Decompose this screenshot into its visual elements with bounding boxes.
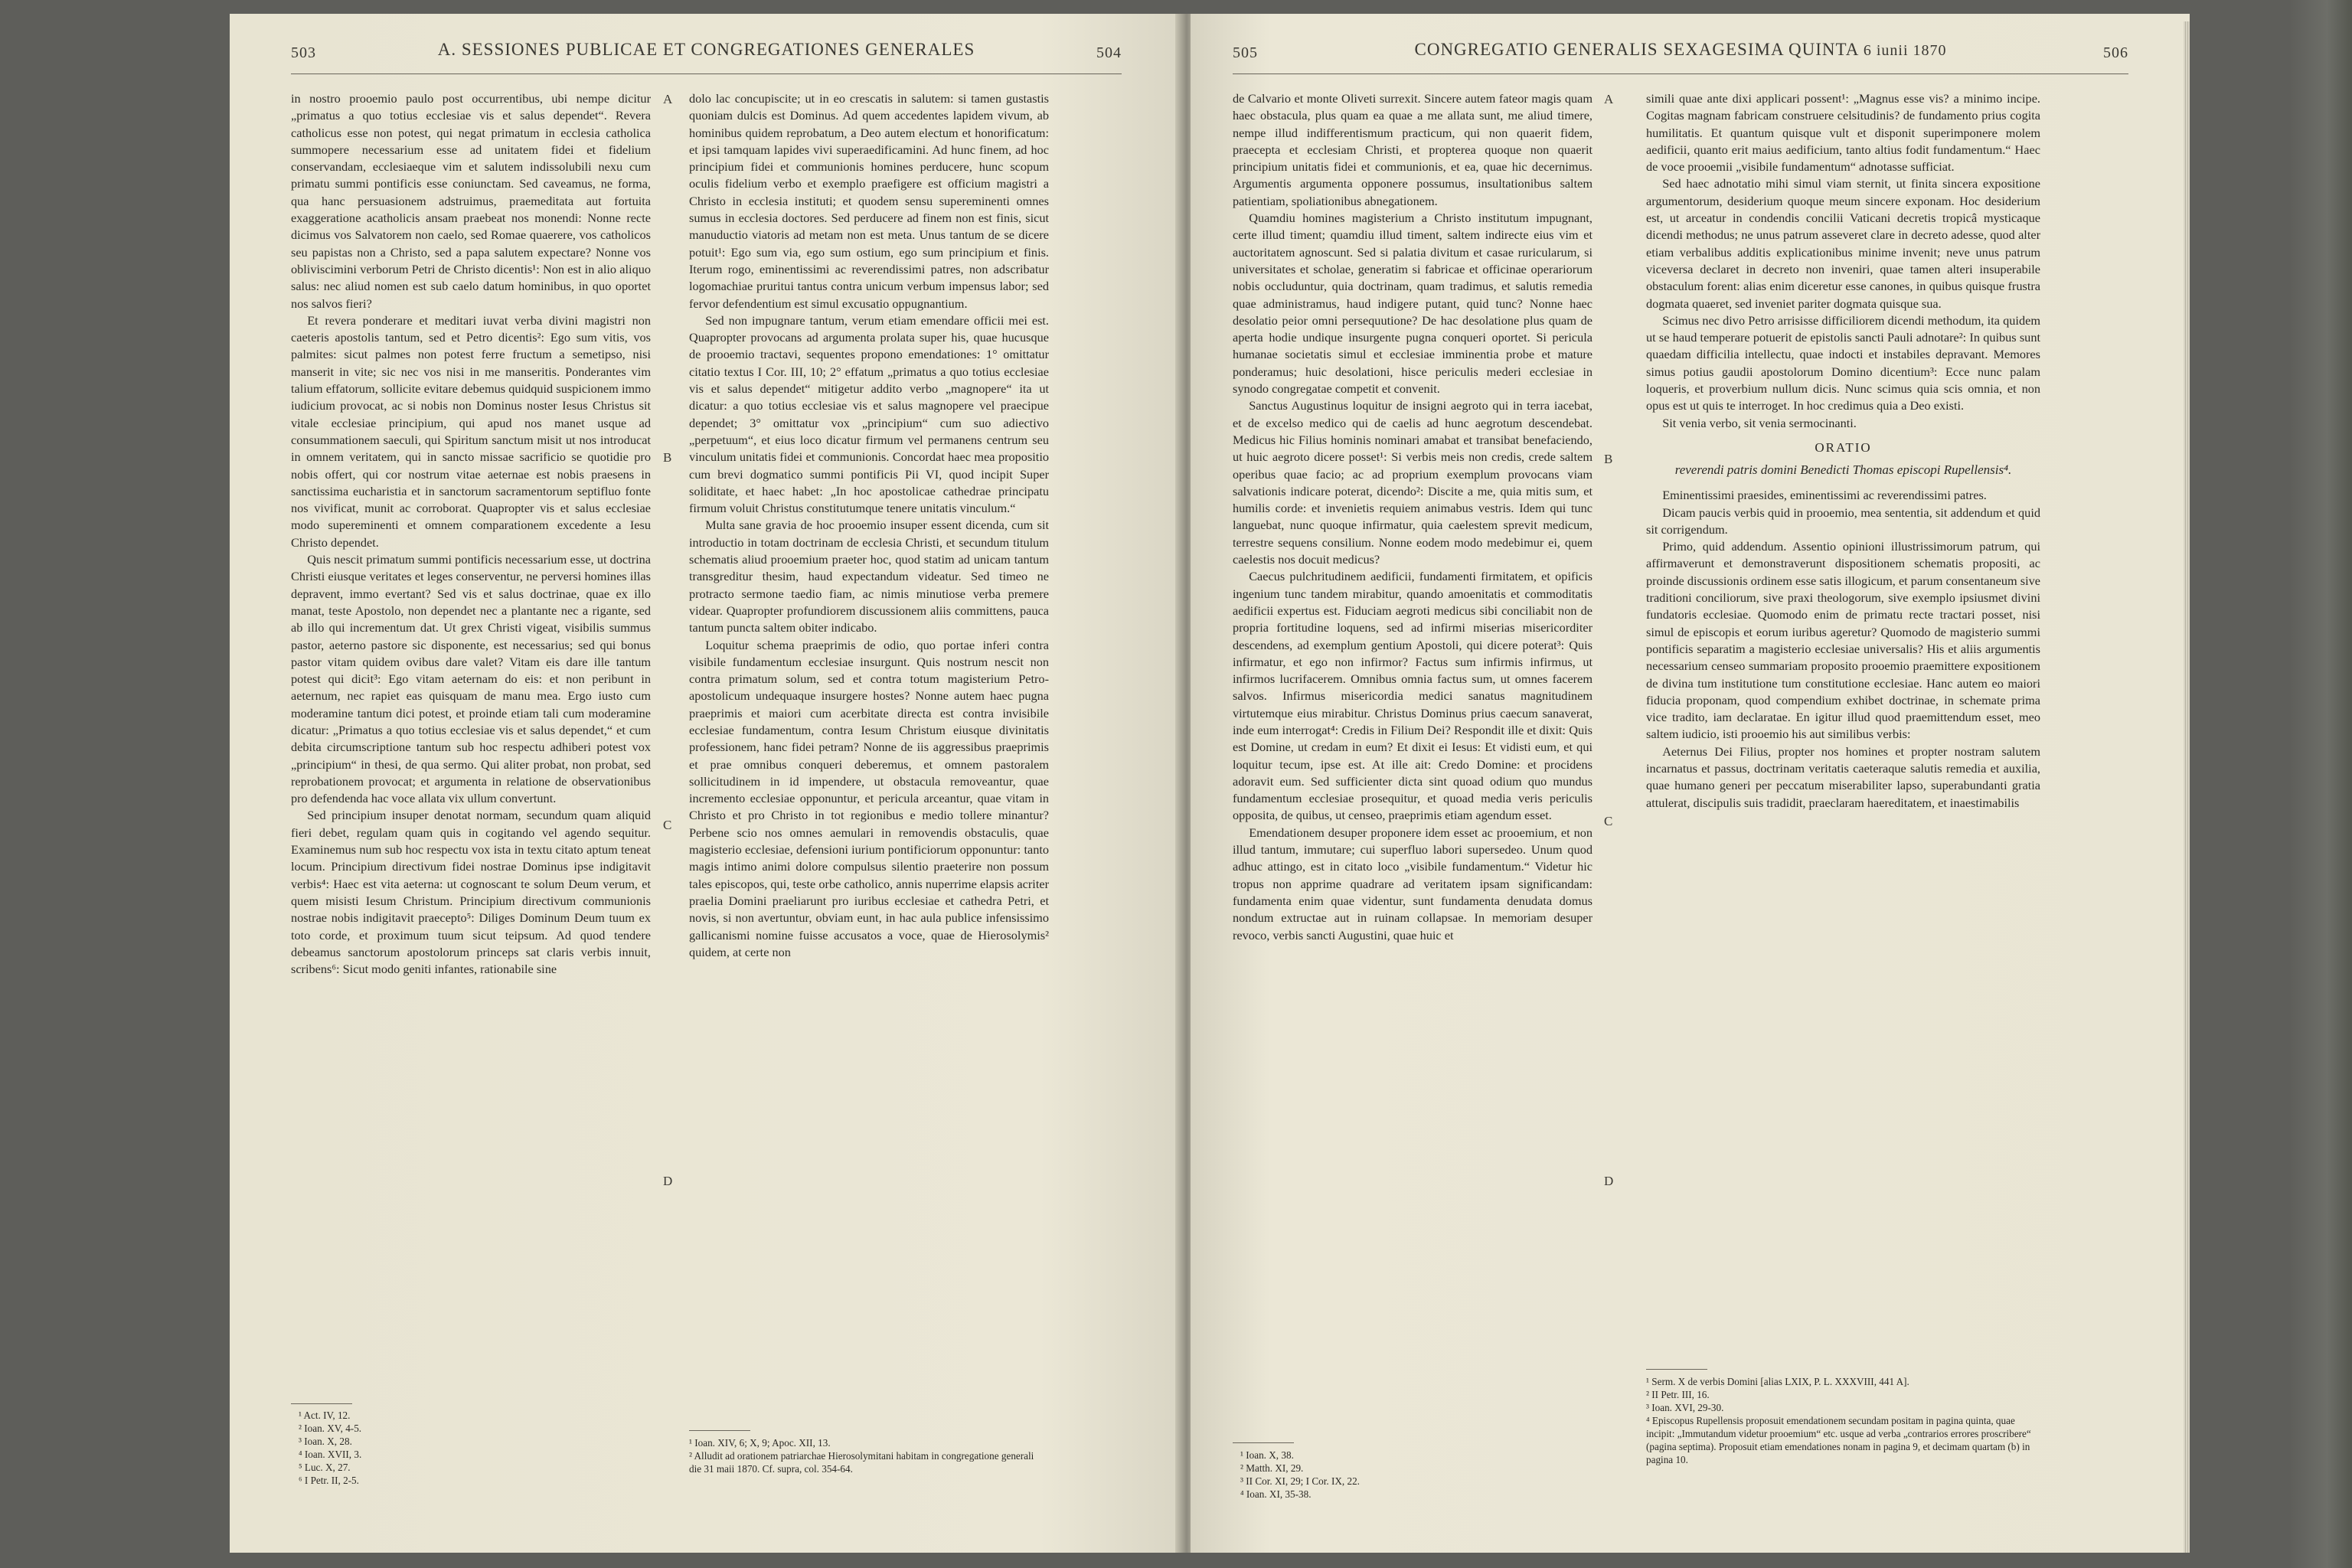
footnotes-504 bbox=[689, 1436, 1041, 1475]
footnote: ² Alludit ad orationem patriarchae Hierosolymitani habitam in congregatione generali die 31 maii 1870. Cf. supra, col. 354-64. bbox=[689, 1450, 1034, 1475]
paragraph: Quamdiu homines magisterium a Christo institutum impugnant, certe illud timent; quamdiu illud timent, saltem indirecte eius vim et auctoritatem agnoscunt. Sed si palatia divitum et casae ruricularum, si universitates et scholae, generatim si fabricae et officinae operariorum nobis occluduntur, quia doctrinam, quam tradimus, et salutis remedia quae administramus, haud indigere putant, quid tunc? Nonne haec desolatio peior omni persequutione? De hac desolatione plus quam de aperta hodie undique insurgente pugna conqueri oportet. Si pericula humanae societatis simul et ecclesiae imminentia probe et mature ponderamus; huic desolationi, hisce periculis mederi ecclesiae in synodo congregatae competit et convenit. bbox=[1233, 211, 1592, 397]
paragraph: dolo lac concupiscite; ut in eo crescatis in salutem: si tamen gustastis quoniam dulcis est Dominus. Ad quem accedentes lapidem vivum, ab hominibus quidem reprobatum, a Deo autem electum et honorificatum: et ipsi tamquam lapides vivi superaedificamini. Ad hunc finem, ad hoc principium fidei et communionis homines perducere, hunc scopum oculis fidelium verbo et exemplo praefigere est officium magistri a Christo in ecclesia instituti; et quodem sensu supereminenti omnes sumus in ecclesia doctores. Sed perducere ad finem non est finis, sicut manuductio viatoris ad metam non est meta. Unus tantum de se dicere potuit¹: Ego sum via, ego sum ostium, ego sum principium et finis. Iterum rogo, eminentissimi ac reverendissimi patres, non adscribatur logomachiae pruritui tantus contra unicum verbum impensus labor; sed fervor defendentium est simul excusatio oppugnantium. bbox=[689, 91, 1049, 311]
footnote: ¹ Serm. X de verbis Domini [alias LXIX, P. L. XXXVIII, 441 A]. bbox=[1646, 1376, 1909, 1387]
page-number-504: 504 bbox=[1096, 44, 1122, 61]
title-text: CONGREGATIO GENERALIS SEXAGESIMA QUINTA bbox=[1414, 40, 1859, 59]
left-page-header bbox=[291, 40, 1122, 70]
margin-marker-b: B bbox=[1604, 452, 1613, 466]
footnote: ³ Ioan. XVI, 29-30. bbox=[1646, 1402, 1724, 1413]
paragraph: Scimus nec divo Petro arrisisse difficiliorem dicendi methodum, ita quidem ut se haud temperare potuerit de epistolis sancti Pauli adnotare²: In quibus sunt quaedam difficilia intellectu, quae indocti et instabiles depravant. Memores simus potius gaudii apostolorum Domino dicentium³: Ecce nunc palam loqueris, et proverbium nullum dicis. Nunc scimus quia scis omnia, et non opus est ut quis te interroget. In hoc credimus quia a Deo existi. bbox=[1646, 312, 2040, 413]
footnote-rule bbox=[1233, 1442, 1294, 1443]
left-column-505 bbox=[1233, 90, 1592, 944]
footnote: ⁴ Ioan. XVII, 3. bbox=[299, 1449, 362, 1460]
right-page-header bbox=[1233, 40, 2128, 70]
footnotes-503 bbox=[299, 1409, 651, 1487]
left-page-title: A. SESSIONES PUBLICAE ET CONGREGATIONES GENERALES bbox=[437, 40, 975, 59]
footnote: ³ II Cor. XI, 29; I Cor. IX, 22. bbox=[1240, 1475, 1360, 1487]
paragraph: Primo, quid addendum. Assentio opinioni illustrissimorum patrum, qui affirmaverunt et demonstraverunt dispositionem schematis propositi, ac proinde discussionis ordinem esse satis illogicum, et parum consentaneum sive traditioni conciliorum, sive praxi theologorum, sive exemplo ipsiusmet divini fundatoris ecclesiae. Quomodo enim de primatu recte tractari posset, nisi simul de episcopis et eorum iuribus ageretur? Quomodo de magisterio summi pontificis separatim a magisterio ecclesiae universalis? His et aliis argumentis necessarium censeo summariam proposito prooemio praemittere expositionem de divina tum institutione tum constitutione ecclesiae. Hanc autem eo maiori fiducia proponam, quod compendium exhibet doctrinae, in schemate prima vice tradito, iam declaratae. En igitur illud quod praemittendum esset, meo saltem iudicio, isti prooemio his aut similibus verbis: bbox=[1646, 539, 2040, 742]
footnote: ⁵ Luc. X, 27. bbox=[299, 1462, 351, 1473]
margin-marker-b: B bbox=[663, 450, 672, 465]
footnote: ¹ Ioan. XIV, 6; X, 9; Apoc. XII, 13. bbox=[689, 1437, 831, 1449]
footnote: ¹ Ioan. X, 38. bbox=[1240, 1449, 1294, 1461]
paragraph: Caecus pulchritudinem aedificii, fundamenti firmitatem, et opificis ingenium tunc tandem mirabitur, quando amoenitatis et commoditatis aedificii expertus est. Fiduciam aegroti medicus sibi conciliabit non de propria fortitudine loquens, sed ad infirmi miserias misericorditer descendens, ad exemplum gentium Apostoli, qui dicere poterat³: Quis infirmatur, et ego non infirmor? Factus sum infirmis infirmus, ut infirmos lucrifacerem. Omnibus omnia factus sum, ut omnes facerem salvos. Infirmus misericordia medici sanatus magnitudinem virtutemque eius mirabitur. Christus Dominus prius caecum sanaverat, inde eum interrogat⁴: Credis in Filium Dei? Respondit ille et dixit: Quis est Domine, ut credam in eum? Et dixit ei Iesus: Et vidisti eum, et qui loquitur tecum, ipse est. At ille ait: Credo Domine: et procidens adoravit eum. Sed sufficienter dicta sint quoad odium quo mundus fundamentum ecclesiae prosequitur, et quoad media veris periculis opposita, de quibus, ut censeo, praeprimis etiam agendum esset. bbox=[1233, 569, 1592, 823]
paragraph: Et revera ponderare et meditari iuvat verba divini magistri non caeteris apostolis tantum, sed et Petro dicentis²: Ego sum vitis, vos palmites: sicut palmes non potest ferre fructum a semetipso, nisi manserit in vite; sic nec vos nisi in me manseritis. Ponderantes vim talium effatorum, sollicite evitare debemus quidquid suspicionem immo iudicium provocat, ac si nobis non Dominus noster Iesus Christus sit vitale ecclesiae principium, qui apud nos manet usque ad consummationem saeculi, qui Spiritum sanctum misit ut nos introducat in omnem veritatem, qui in sancto missae sacrificio se quotidie pro nobis offert, qui cor nostrum vitae aeternae est nobis praesens in sanctissima eucharistia et in sanctorum sacramentorum septifluo fonte nos vivificat, munit ac corroborat. Quapropter vis et salus ecclesiae modo supereminenti et omnem comparationem excedente a Iesu Christo dependet. bbox=[291, 312, 651, 550]
paragraph: Aeternus Dei Filius, propter nos homines et propter nostram salutem incarnatus et passus, doctrinam veritatis caeteraque salutis remedia et auxilia, quae humano generi per peccatum miserabiliter lapso, superabundanti gratia attulerat, discipulis suis tradidit, praeclaram haereditatem, et inaestimabilis bbox=[1646, 743, 2040, 810]
margin-marker-c: C bbox=[1604, 814, 1613, 828]
paragraph: Sanctus Augustinus loquitur de insigni aegroto qui in terra iacebat, et de excelso medico qui de caelis ad hunc aegrotum descendebat. Medicus hic Filius hominis nominari amabat et transibat benefaciendo, ut huic aegroto dicere posset¹: Si verbis meis non credis, crede saltem operibus quae facio; ac ad proprium exemplum provocans viam salvationis indicare poterat, dicendo²: Discite a me, quia mitis sum, et humilis corde: et invenietis requiem animabus vestris. Idem qui tunc languebat, nunc quoque infirmatur, quia caelestem sprevit medicum, terrestre sequens consilium. Nonne eodem modo medebimur ei, quem caelestis nos docuit medicus? bbox=[1233, 398, 1592, 567]
paragraph: Sed haec adnotatio mihi simul viam sternit, ut finita sincera expositione argumentorum, desiderium quoque meum sincere exponam. Hoc desiderium est, ut arceatur in condendis concilii Vaticani decretis tropicâ mysticaque dicendi methodus; ne unus patrum asseveret clare in decreto adesse, quod alter etiam verbalibus additis explicationibus minime invenit; neve unus patrum viceversa declaret in decreto non inveniri, quae tamen alteri insuperabile obstaculum forent: alias enim diceretur esse canones, in quibus quisque frustra dogmata quaeret, sed inveniet pariter dogmata quisque sua. bbox=[1646, 176, 2040, 311]
page-number-505: 505 bbox=[1233, 44, 1258, 61]
margin-marker-c: C bbox=[663, 818, 672, 832]
paragraph: Sit venia verbo, sit venia sermocinanti. bbox=[1662, 415, 1857, 430]
right-column-504 bbox=[689, 90, 1049, 961]
page-number-503: 503 bbox=[291, 44, 316, 61]
paragraph: Dicam paucis verbis quid in prooemio, mea sententia, sit addendum et quid sit corrigendum. bbox=[1646, 505, 2040, 537]
title-date: 6 iunii 1870 bbox=[1863, 42, 1947, 59]
footnote: ¹ Act. IV, 12. bbox=[299, 1410, 351, 1421]
footnote: ⁶ I Petr. II, 2-5. bbox=[299, 1475, 359, 1486]
right-page-title bbox=[1233, 40, 2128, 60]
footnote: ² Matth. XI, 29. bbox=[1240, 1462, 1304, 1474]
paragraph: Sed non impugnare tantum, verum etiam emendare officii mei est. Quapropter provocans ad argumenta prolata super his, quae hucusque de prooemio tractavi, sequentes propono emendationes: 1° omittatur citatio textus I Cor. III, 10; 2° effatum „primatus a quo totius ecclesiae vis et salus dependet“ mitigetur addito verbo „magnopere“ ita ut dicatur: a quo totius ecclesiae vis et salus magnopere vel praecipue dependet; 3° omittatur vox „principium“ cum suo adiectivo „perpetuum“, et eius loco dicatur firmum vel permanens centrum seu vinculum unitatis fidei et communionis. Concordat haec mea propositio cum brevi dogmatico summi pontificis Pii VI, quod incipit Super soliditate, et haec habet: „In hoc apostolicae cathedrae principatu firmum voluit Christus constitutumque tenere unitatis vinculum.“ bbox=[689, 312, 1049, 516]
margin-marker-a: A bbox=[1604, 92, 1614, 106]
bookmark-ribbon bbox=[2289, 0, 2352, 1568]
book-spread bbox=[230, 14, 2190, 1554]
oratio-subheading: reverendi patris domini Benedicti Thomas episcopi Rupellensis⁴. bbox=[1674, 462, 2012, 478]
footnote-rule bbox=[291, 1403, 352, 1404]
right-column-506 bbox=[1646, 90, 2040, 812]
paragraph: Emendationem desuper proponere idem esset ac prooemium, et non illud tantum, immutare; cui superfluo labori supersedeo. Unum quod adhuc attingo, est in citato loco „visibile fundamentum.“ Videtur hic tropus non apprime quadrare ad veritatem ipsam significandam: fundamenta enim quae videntur, sunt fundamenta denudata domus nondum extructae aut in ruinam collapsae. In memoriam desuper revoco, verbis sancti Augustini, quae huic et bbox=[1233, 825, 1592, 942]
footnotes-505 bbox=[1240, 1449, 1592, 1501]
footnote: ² II Petr. III, 16. bbox=[1646, 1389, 1710, 1400]
footnote: ⁴ Episcopus Rupellensis proposuit emendationem secundam positam in pagina quinta, quae incipit: „Immutandum videtur prooemium“ etc. usque ad verba „contrarios errores proscribere“ (pagina septima). Proposuit etiam emendationes nonam in pagina 9, et decimam quartam (b) in pagina 10. bbox=[1646, 1415, 2031, 1465]
footnote: ⁴ Ioan. XI, 35-38. bbox=[1240, 1488, 1312, 1500]
paragraph: Eminentissimi praesides, eminentissimi ac reverendissimi patres. bbox=[1662, 488, 1987, 503]
margin-marker-d: D bbox=[663, 1174, 673, 1188]
page-edge bbox=[2184, 21, 2190, 1553]
footnote: ² Ioan. XV, 4-5. bbox=[299, 1423, 362, 1434]
paragraph: Loquitur schema praeprimis de odio, quo portae inferi contra visibile fundamentum ecclesiae insurgunt. Quis nostrum nescit non contra primatum solum, sed et contra totum magisterium Petro-apostolicum undequaque insurgere hostes? Nonne autem haec pugna praeprimis et maiori cum acerbitate directa est contra invisibile ecclesiae fundamentum, contra Iesum Christum eiusque divinitatis professionem, hanc fidei petram? Nonne de iis aggressibus praeprimis et prae omnibus conqueri deberemus, et omnem pastoralem sollicitudinem in id impendere, ut obstacula removeantur, quae incremento ecclesiae opponuntur, et pericula arceantur, quae vitam in Christo et pro Christo in tot regionibus e medio tollere minantur? Perbene scio nos omnes aemulari in removendis obstaculis, quae magisterio ecclesiae, defensioni iurium pontificiorum opponuntur: tanto magis intimo animi dolore compulsus silentio praeterire non possum tales episcopos, qui, teste orbe catholico, annis nuperrime elapsis acriter praelia Domini praeliarunt pro iuribus ecclesiae et cathedra Petri, et novis, si non avertuntur, obviam eunt, in hac aula publice infensissimo gallicanismi nomine fuisse accusatos a voce, quae de Hierosolymis² quidem, at certe non bbox=[689, 637, 1049, 959]
oratio-heading: ORATIO bbox=[1815, 439, 1872, 455]
paragraph: Multa sane gravia de hoc prooemio insuper essent dicenda, cum sit introductio in totam doctrinam de ecclesia Christi, et secundum titulum schematis aliud prooemium praeter hoc, quod statim ad unicam tantum transgreditur thesim, haud expectandum videatur. Sed timeo ne protracto sermone taedio fiam, ac nimis minutiose verba premere videar. Quapropter profundiorem discussionem aliis committens, pauca tantum puncta saltem obiter indicabo. bbox=[689, 518, 1049, 635]
footnote-rule bbox=[1646, 1369, 1707, 1370]
paragraph: simili quae ante dixi applicari possent¹: „Magnus esse vis? a minimo incipe. Cogitas magnam fabricam construere celsitudinis? de fundamento prius cogita humilitatis. Et quantum quisque vult et disponit superimponere molem aedificii, quanto erit maius aedificium, tanto altius fodit fundamentum.“ Haec de voce prooemii „visibile fundamentum“ adnotasse sufficiat. bbox=[1646, 91, 2040, 175]
paragraph: in nostro prooemio paulo post occurrentibus, ubi nempe dicitur „primatus a quo totius ecclesiae vis et salus dependet“. Revera catholicus esse non potest, qui negat primatum in ecclesia catholica summopere necessarium esse ad unitatem fidei et fidelium conservandam, ecclesiaeque vim et salutem indissolubili nexu cum primatu summi pontificis esse coniunctam. Sed caveamus, ne forma, qua hanc persuasionem adstruimus, praemeditata aut fortuita exaggeratione acatholicis ansam praebeat nos monendi: Nonne recte dicimus vos Salvatorem non caelo, sed Romae quaerere, vos catholicos seu papistas non a Christo, sed a papa salutem expectare? Nonne vos obliviscimini verborum Petri de Christo dicentis¹: Non est in alio aliquo salus: nec aliud nomen est sub caelo datum hominibus, in quo oportet nos salvos fieri? bbox=[291, 91, 651, 311]
margin-marker-d: D bbox=[1604, 1174, 1614, 1188]
left-column-503 bbox=[291, 90, 651, 978]
page-number-506: 506 bbox=[2103, 44, 2128, 61]
right-page bbox=[1191, 14, 2190, 1553]
paragraph: Quis nescit primatum summi pontificis necessarium esse, ut doctrina Christi eiusque veritates et leges conserventur, ne perversi homines illas depravent, immo evertant? Sed vis et salus doctrinae, quae ex illo manat, teste Apostolo, non dependet nec a plantante nec a rigante, sed ab illo qui incrementum dat. Ut grex Christi vigeat, visibilis summus pastor, aeterno pastore sic disponente, est necessarius; sed qui bonus pastor vitam quidem ovibus dare valet? Vitam eis dare ille tantum potest qui dicit³: Ego vitam aeternam do eis: et non peribunt in aeternum, nec rapiet eas quisquam de manu mea. Ergo iusto cum moderamine tantum dici potest, et proinde etiam tali cum moderamine dicatur: „Primatus a quo totius ecclesiae vis et salus dependet,“ et cum debita circumscriptione tantum sub hoc respectu adhiberi potest vox „principium“ in thesi, de qua sermo. Qui aliter probat, non probat, sed reprobationem provocat; et argumenta in relatione de observationibus pro defendenda hac voce allata vix ullum convertunt. bbox=[291, 552, 651, 806]
paragraph: Sed principium insuper denotat normam, secundum quam aliquid fieri debet, regulam quam quis in cogitando vel agendo sequitur. Examinemus num sub hoc respectu vox ista in textu citato aptum teneat locum. Principium directivum fidei nostrae Dominus ipse indigitavit verbis⁴: Haec est vita aeterna: ut cognoscant te solum Deum verum, et quem misisti Iesum Christum. Principium directivum communionis nostrae nobis indigitavit praecepto⁵: Diliges Dominum Deum tuum ex toto corde, et proximum tuum sicut teipsum. Ad quod tendere debeamus sanctorum apostolorum princeps sat claris verbis innuit, scribens⁶: Sicut modo geniti infantes, rationabile sine bbox=[291, 808, 651, 977]
margin-marker-a: A bbox=[663, 92, 673, 106]
footnote: ³ Ioan. X, 28. bbox=[299, 1436, 352, 1447]
left-page bbox=[230, 14, 1183, 1553]
footnotes-506 bbox=[1646, 1375, 2033, 1466]
footnote-rule bbox=[689, 1430, 750, 1431]
paragraph: de Calvario et monte Oliveti surrexit. Sincere autem fateor magis quam haec obstacula, plus quam ea quae a me allata sunt, me aliud timere, nempe illud indifferentismum practicum, qui non quaerit fidem, praecepta et ecclesiam Christi, et propterea quoque non quaerit principium unitatis fidei et communionis, et ea, quae hic decernimus. Argumentis argumenta opponere possumus, insultationibus saltem patientiam, spoliationibus abnegationem. bbox=[1233, 91, 1592, 208]
